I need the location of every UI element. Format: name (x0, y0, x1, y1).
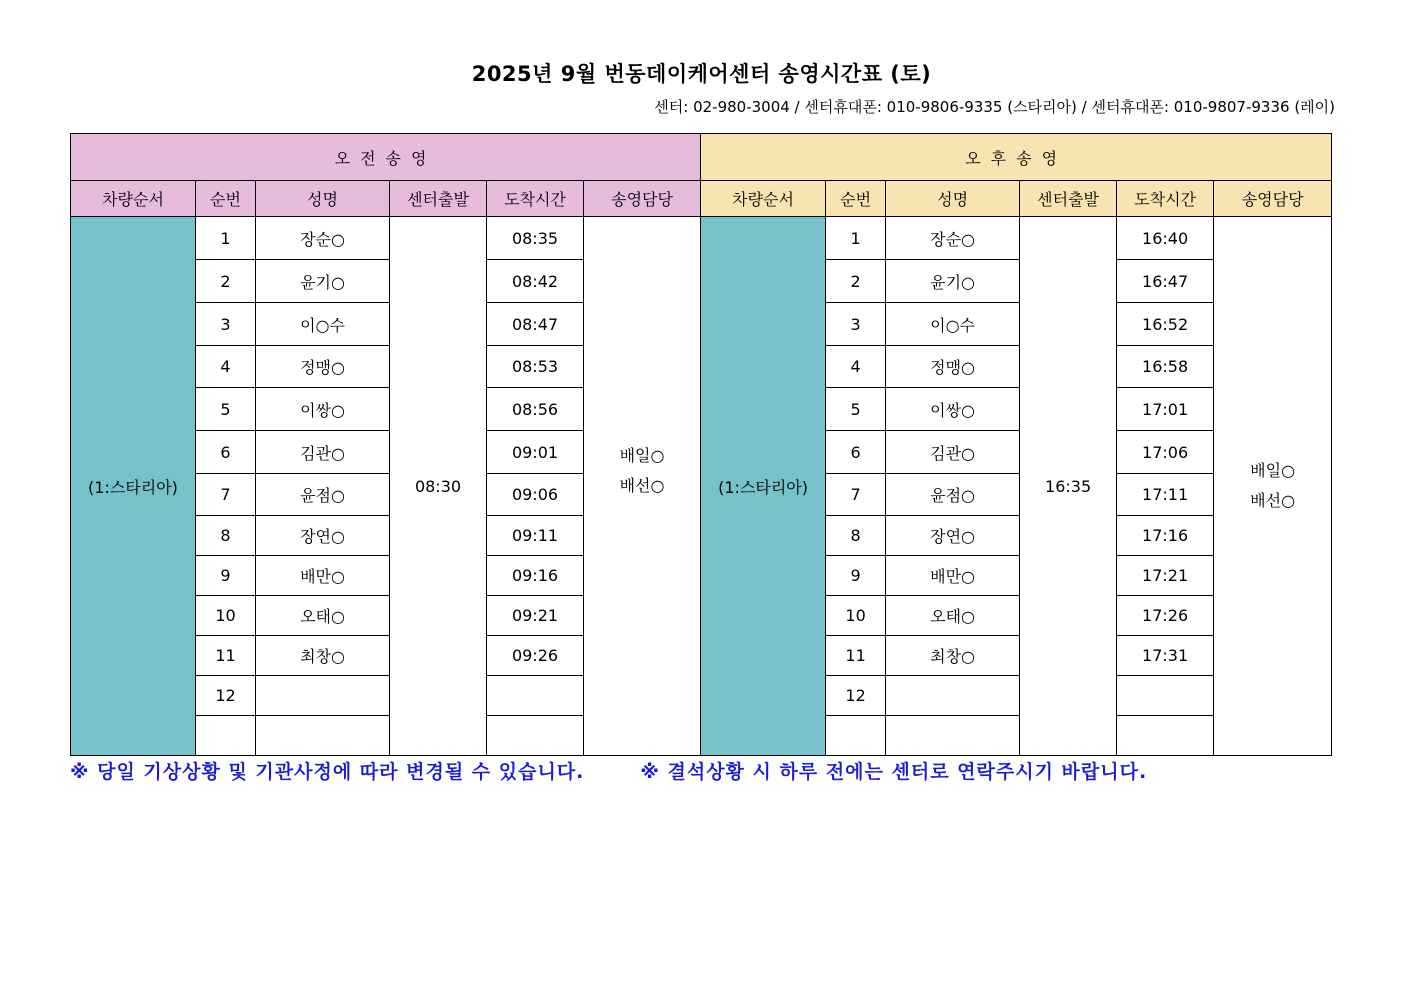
pm-arrival-cell: 17:06 (1117, 431, 1214, 474)
pm-arrival-cell: 17:21 (1117, 556, 1214, 596)
pm-header-depart: 센터출발 (1020, 181, 1117, 217)
am-staff-cell (584, 217, 701, 756)
am-arrival-cell: 08:42 (487, 260, 584, 303)
pm-header-seq: 순번 (826, 181, 886, 217)
pm-vehicle-cell: (1:스타리아) (701, 217, 826, 756)
pm-arrival-cell: 17:11 (1117, 474, 1214, 516)
staff-name: 배선○ (1250, 491, 1296, 510)
pm-name-cell: 장순○ (886, 217, 1020, 260)
pm-name-cell: 오태○ (886, 596, 1020, 636)
pm-seq-cell: 1 (826, 217, 886, 260)
pm-arrival-cell: 17:31 (1117, 636, 1214, 676)
am-name-cell: 윤점○ (256, 474, 390, 516)
am-name-cell: 배만○ (256, 556, 390, 596)
pm-name-cell: 이쌍○ (886, 388, 1020, 431)
am-depart-cell: 08:30 (390, 217, 487, 756)
am-arrival-cell (487, 676, 584, 716)
pm-name-cell: 김관○ (886, 431, 1020, 474)
pm-arrival-cell (1117, 716, 1214, 756)
am-name-cell: 장연○ (256, 516, 390, 556)
pm-seq-cell: 8 (826, 516, 886, 556)
pm-name-cell (886, 716, 1020, 756)
pm-seq-cell: 4 (826, 346, 886, 388)
am-arrival-cell: 08:47 (487, 303, 584, 346)
pm-name-cell: 윤기○ (886, 260, 1020, 303)
pm-seq-cell: 6 (826, 431, 886, 474)
am-header-name: 성명 (256, 181, 390, 217)
am-arrival-cell: 08:35 (487, 217, 584, 260)
am-arrival-cell: 08:56 (487, 388, 584, 431)
am-arrival-cell (487, 716, 584, 756)
am-seq-cell: 8 (196, 516, 256, 556)
page-title: 2025년 9월 번동데이케어센터 송영시간표 (토) (471, 62, 932, 86)
pm-header-staff: 송영담당 (1214, 181, 1332, 217)
contact-info: 센터: 02-980-3004 / 센터휴대폰: 010-9806-9335 (스타리아) / 센터휴대폰: 010-9807-9336 (레이) (654, 98, 1335, 116)
pm-name-cell: 배만○ (886, 556, 1020, 596)
notice-absence: ※ 결석상황 시 하루 전에는 센터로 연락주시기 바랍니다. (640, 761, 1148, 783)
staff-name: 배일○ (619, 446, 665, 465)
column-header-row (71, 181, 1332, 217)
am-vehicle-cell: (1:스타리아) (71, 217, 196, 756)
pm-name-cell: 최창○ (886, 636, 1020, 676)
pm-arrival-cell: 16:58 (1117, 346, 1214, 388)
am-seq-cell: 3 (196, 303, 256, 346)
am-name-cell (256, 716, 390, 756)
am-header-vehicle-order: 차량순서 (71, 181, 196, 217)
pm-seq-cell: 9 (826, 556, 886, 596)
pm-arrival-cell: 17:16 (1117, 516, 1214, 556)
pm-seq-cell (826, 716, 886, 756)
am-arrival-cell: 09:06 (487, 474, 584, 516)
am-seq-cell: 7 (196, 474, 256, 516)
am-arrival-cell: 08:53 (487, 346, 584, 388)
pm-section-header: 오후송영 (701, 134, 1332, 181)
pm-arrival-cell: 16:47 (1117, 260, 1214, 303)
am-name-cell: 윤기○ (256, 260, 390, 303)
pm-arrival-cell: 16:52 (1117, 303, 1214, 346)
pm-seq-cell: 5 (826, 388, 886, 431)
pm-seq-cell: 7 (826, 474, 886, 516)
pm-seq-cell: 11 (826, 636, 886, 676)
pm-name-cell: 정맹○ (886, 346, 1020, 388)
am-header-arrival: 도착시간 (487, 181, 584, 217)
staff-name: 배일○ (1250, 461, 1296, 480)
notice-line (70, 757, 1147, 784)
shuttle-schedule-table (70, 133, 1332, 756)
pm-arrival-cell: 17:01 (1117, 388, 1214, 431)
staff-name: 배선○ (619, 476, 665, 495)
pm-name-cell: 이○수 (886, 303, 1020, 346)
am-seq-cell: 2 (196, 260, 256, 303)
am-name-cell: 정맹○ (256, 346, 390, 388)
pm-header-vehicle-order: 차량순서 (701, 181, 826, 217)
am-arrival-cell: 09:16 (487, 556, 584, 596)
am-seq-cell: 1 (196, 217, 256, 260)
pm-arrival-cell: 16:40 (1117, 217, 1214, 260)
am-seq-cell: 4 (196, 346, 256, 388)
notice-weather: ※ 당일 기상상황 및 기관사정에 따라 변경될 수 있습니다. (70, 761, 585, 783)
am-seq-cell: 6 (196, 431, 256, 474)
am-seq-cell (196, 716, 256, 756)
am-name-cell: 이쌍○ (256, 388, 390, 431)
am-arrival-cell: 09:01 (487, 431, 584, 474)
am-arrival-cell: 09:11 (487, 516, 584, 556)
am-header-depart: 센터출발 (390, 181, 487, 217)
am-seq-cell: 10 (196, 596, 256, 636)
am-seq-cell: 11 (196, 636, 256, 676)
am-arrival-cell: 09:21 (487, 596, 584, 636)
pm-name-cell: 장연○ (886, 516, 1020, 556)
am-header-seq: 순번 (196, 181, 256, 217)
pm-header-name: 성명 (886, 181, 1020, 217)
am-header-staff: 송영담당 (584, 181, 701, 217)
am-name-cell (256, 676, 390, 716)
am-name-cell: 이○수 (256, 303, 390, 346)
pm-header-arrival: 도착시간 (1117, 181, 1214, 217)
pm-seq-cell: 10 (826, 596, 886, 636)
pm-seq-cell: 3 (826, 303, 886, 346)
am-name-cell: 김관○ (256, 431, 390, 474)
am-name-cell: 장순○ (256, 217, 390, 260)
pm-name-cell (886, 676, 1020, 716)
pm-arrival-cell (1117, 676, 1214, 716)
am-seq-cell: 9 (196, 556, 256, 596)
am-section-header: 오전송영 (71, 134, 701, 181)
pm-seq-cell: 2 (826, 260, 886, 303)
pm-name-cell: 윤점○ (886, 474, 1020, 516)
am-seq-cell: 5 (196, 388, 256, 431)
pm-depart-cell: 16:35 (1020, 217, 1117, 756)
pm-arrival-cell: 17:26 (1117, 596, 1214, 636)
am-name-cell: 오태○ (256, 596, 390, 636)
table-row (71, 217, 1332, 260)
am-seq-cell: 12 (196, 676, 256, 716)
pm-staff-cell (1214, 217, 1332, 756)
am-arrival-cell: 09:26 (487, 636, 584, 676)
pm-seq-cell: 12 (826, 676, 886, 716)
am-name-cell: 최창○ (256, 636, 390, 676)
